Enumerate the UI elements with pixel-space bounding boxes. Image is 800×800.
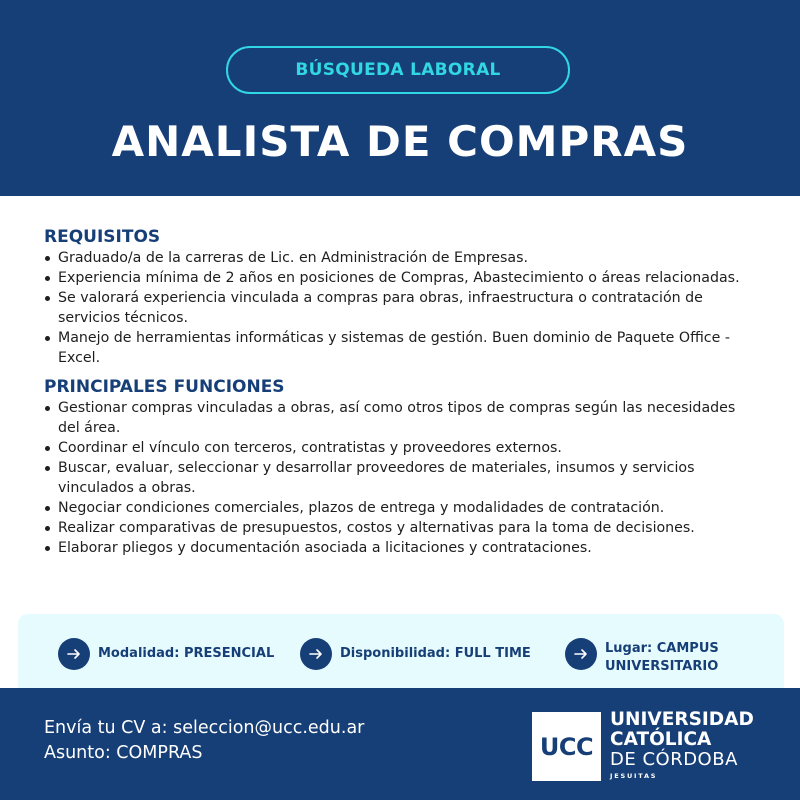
university-name-line: UNIVERSIDAD (610, 709, 754, 730)
university-name-line: CATÓLICA (610, 729, 712, 750)
footer (0, 688, 800, 800)
list-item: Manejo de herramientas informáticas y sistemas de gestión. Buen dominio de Paquete Office - Excel. (44, 328, 756, 368)
modalidad-info (58, 638, 274, 670)
header-banner (0, 0, 800, 196)
disponibilidad-info (300, 638, 531, 670)
contact-info (44, 716, 364, 766)
list-item: Experiencia mínima de 2 años en posiciones de Compras, Abastecimiento o áreas relacionadas. (44, 268, 756, 288)
university-tagline: JESUITAS (610, 772, 658, 780)
job-title: ANALISTA DE COMPRAS (111, 117, 689, 166)
lugar-line: Lugar: CAMPUS (605, 641, 719, 656)
university-name (610, 710, 754, 780)
list-item: Negociar condiciones comerciales, plazos de entrega y modalidades de contratación. (44, 498, 756, 518)
contact-subject: Asunto: COMPRAS (44, 743, 203, 763)
list-item: Graduado/a de la carreras de Lic. en Administración de Empresas. (44, 248, 756, 268)
disponibilidad-text: Disponibilidad: FULL TIME (340, 646, 531, 661)
arrow-right-icon (565, 638, 597, 670)
ucc-logo: UCC (532, 712, 601, 781)
contact-email: Envía tu CV a: seleccion@ucc.edu.ar (44, 718, 365, 738)
job-description (44, 226, 756, 558)
list-item: Se valorará experiencia vinculada a compras para obras, infraestructura o contratación de servicios técnicos. (44, 288, 756, 328)
job-search-badge: BÚSQUEDA LABORAL (226, 46, 570, 94)
lugar-text (605, 640, 719, 676)
list-item: Buscar, evaluar, seleccionar y desarrollar proveedores de materiales, insumos y servicios vinculados a obras. (44, 458, 756, 498)
arrow-right-icon (300, 638, 332, 670)
requisitos-heading: REQUISITOS (44, 227, 161, 247)
funciones-list (44, 398, 756, 558)
list-item: Gestionar compras vinculadas a obras, así como otros tipos de compras según las necesidades del área. (44, 398, 756, 438)
modalidad-text: Modalidad: PRESENCIAL (98, 646, 275, 661)
list-item: Realizar comparativas de presupuestos, costos y alternativas para la toma de decisiones. (44, 518, 756, 538)
arrow-right-icon (58, 638, 90, 670)
requisitos-list (44, 248, 756, 368)
funciones-heading: PRINCIPALES FUNCIONES (44, 377, 285, 397)
lugar-line: UNIVERSITARIO (605, 659, 719, 674)
list-item: Coordinar el vínculo con terceros, contratistas y proveedores externos. (44, 438, 756, 458)
university-name-line: DE CÓRDOBA (610, 749, 738, 770)
list-item: Elaborar pliegos y documentación asociada a licitaciones y contrataciones. (44, 538, 756, 558)
lugar-info (565, 638, 719, 676)
